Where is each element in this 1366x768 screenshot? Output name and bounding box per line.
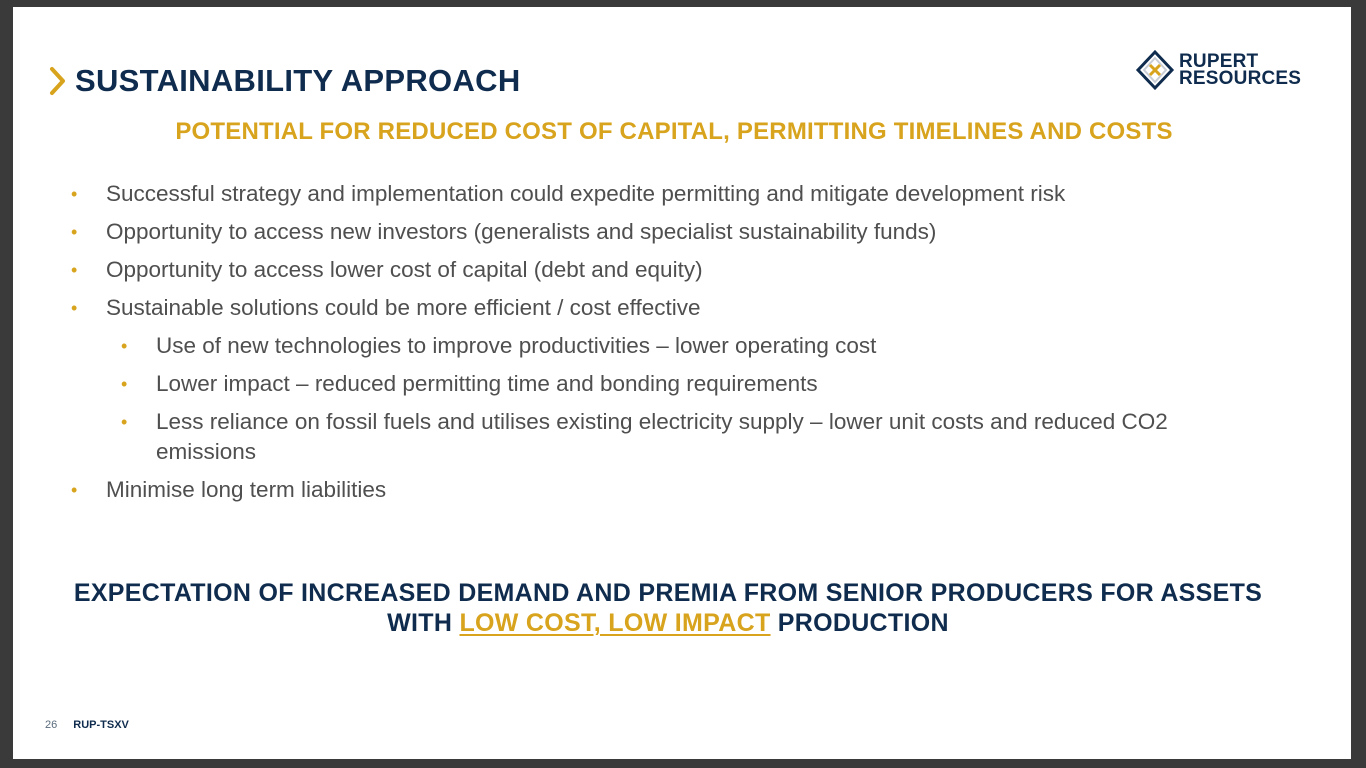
logo-line-1: RUPERT	[1179, 51, 1259, 72]
logo-wordmark	[1179, 53, 1301, 87]
list-item	[71, 293, 1251, 323]
bullet-dot-icon: •	[121, 412, 128, 432]
list-item	[71, 179, 1251, 209]
bullet-list	[71, 179, 1251, 513]
page-number: 26	[45, 719, 58, 731]
closing-statement	[73, 578, 1263, 638]
closing-highlight: LOW COST, LOW IMPACT	[459, 609, 771, 637]
logo-line-2: RESOURCES	[1179, 68, 1302, 89]
list-item	[71, 217, 1251, 247]
subtitle: POTENTIAL FOR REDUCED COST OF CAPITAL, PERMITTING TIMELINES AND COSTS	[175, 118, 1173, 145]
list-item-text: Less reliance on fossil fuels and utilises existing electricity supply – lower unit costs and reduced CO2 emissions	[156, 409, 1168, 464]
slide	[13, 7, 1351, 759]
sub-list-item	[71, 369, 1251, 399]
sub-list-item	[71, 331, 1251, 361]
list-item-text: Lower impact – reduced permitting time and bonding requirements	[156, 371, 818, 396]
closing-part-1: EXPECTATION OF INCREASED DEMAND AND PREMIA FROM SENIOR PRODUCERS FOR ASSETS WITH	[73, 579, 1263, 637]
list-item	[71, 475, 1251, 505]
bullet-dot-icon: •	[71, 298, 78, 318]
list-item-text: Opportunity to access lower cost of capital (debt and equity)	[106, 257, 703, 282]
bullet-dot-icon: •	[71, 260, 78, 280]
bullet-dot-icon: •	[71, 184, 78, 204]
page-title: SUSTAINABILITY APPROACH	[75, 63, 521, 98]
closing-part-2: PRODUCTION	[770, 609, 949, 637]
ticker-symbol: RUP-TSXV	[73, 719, 129, 731]
chevron-right-icon	[47, 65, 69, 97]
footer	[45, 719, 129, 731]
bullet-dot-icon: •	[71, 480, 78, 500]
bullet-dot-icon: •	[121, 336, 128, 356]
list-item-text: Sustainable solutions could be more efficient / cost effective	[106, 295, 701, 320]
title-row	[47, 63, 521, 99]
bullet-dot-icon: •	[71, 222, 78, 242]
list-item-text: Use of new technologies to improve productivities – lower operating cost	[156, 333, 877, 358]
diamond-x-logo-icon	[1135, 49, 1175, 91]
list-item	[71, 255, 1251, 285]
list-item-text: Successful strategy and implementation could expedite permitting and mitigate development risk	[106, 181, 1066, 206]
sub-list-item	[71, 407, 1251, 467]
bullet-dot-icon: •	[121, 374, 128, 394]
list-item-text: Opportunity to access new investors (generalists and specialist sustainability funds)	[106, 219, 937, 244]
list-item-text: Minimise long term liabilities	[106, 477, 387, 502]
company-logo	[1135, 49, 1301, 91]
